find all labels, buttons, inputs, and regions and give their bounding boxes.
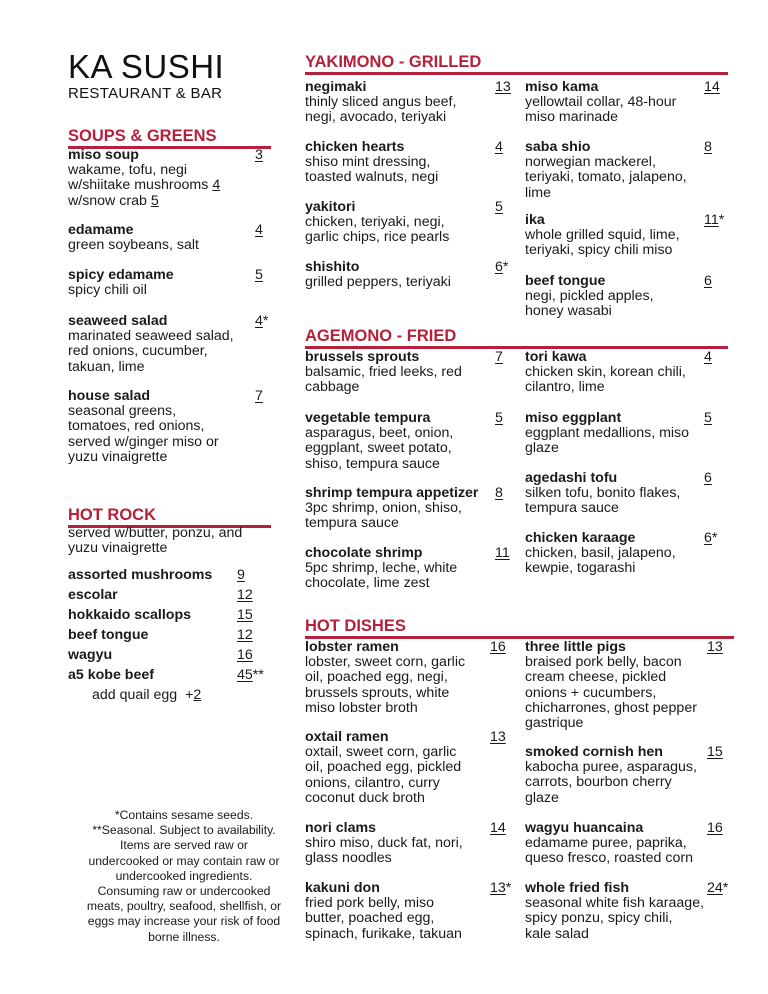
section-title: YAKIMONO - GRILLED bbox=[305, 53, 482, 71]
section-agemono bbox=[305, 327, 728, 349]
item-addon: w/snow crab 5 bbox=[68, 192, 159, 209]
menu-item-miso-soup bbox=[68, 148, 220, 209]
section-yakimono bbox=[305, 53, 728, 75]
item-price: 5 bbox=[255, 267, 263, 283]
menu-item: lobster ramen lobster, sweet corn, garlic oil, poached egg, negi, brussels sprouts, white miso lobster broth bbox=[305, 639, 466, 716]
restaurant-subtitle: RESTAURANT & BAR bbox=[68, 85, 223, 102]
item-price: 13 bbox=[495, 79, 511, 95]
menu-item: agedashi tofu silken tofu, bonito flakes, tempura sauce bbox=[525, 470, 681, 517]
hot-rock-item-name: beef tongue bbox=[68, 627, 149, 643]
menu-item-spicy-edamame: spicy edamame spicy chili oil bbox=[68, 267, 174, 299]
menu-item-edamame: edamame green soybeans, salt bbox=[68, 222, 199, 254]
section-title: HOT ROCK bbox=[68, 506, 156, 524]
brand-name-ka: KA bbox=[68, 48, 112, 85]
item-price: 3 bbox=[255, 147, 263, 163]
item-price: 15 bbox=[707, 744, 723, 760]
brand-block bbox=[68, 50, 224, 102]
menu-item: yakitori chicken, teriyaki, negi, garlic chips, rice pearls bbox=[305, 199, 450, 246]
menu-item-house-salad: house salad seasonal greens, tomatoes, red onions, served w/ginger miso or yuzu vinaigrette bbox=[68, 388, 219, 465]
hot-rock-item-name: assorted mushrooms bbox=[68, 567, 213, 583]
item-desc: wakame, tofu, negi bbox=[68, 162, 188, 179]
hot-rock-addon: add quail egg +2 bbox=[92, 687, 202, 703]
hot-rock-item-price: 9 bbox=[237, 567, 245, 583]
menu-item: ika whole grilled squid, lime, teriyaki, spicy chili miso bbox=[525, 212, 680, 259]
section-title: SOUPS & GREENS bbox=[68, 127, 217, 145]
item-price: 7 bbox=[495, 349, 503, 365]
restaurant-name bbox=[68, 50, 224, 84]
item-addon: w/shiitake mushrooms 4 bbox=[68, 177, 221, 194]
menu-item: brussels sprouts balsamic, fried leeks, red cabbage bbox=[305, 349, 462, 396]
hot-rock-item-price: 12 bbox=[237, 627, 253, 643]
menu-item: tori kawa chicken skin, korean chili, cilantro, lime bbox=[525, 349, 686, 396]
menu-item: negimaki thinly sliced angus beef, negi, avocado, teriyaki bbox=[305, 79, 457, 126]
menu-item: vegetable tempura asparagus, beet, onion, eggplant, sweet potato, shiso, tempura sauce bbox=[305, 410, 454, 472]
menu-item: miso eggplant eggplant medallions, miso glaze bbox=[525, 410, 690, 457]
item-price: 13 bbox=[707, 639, 723, 655]
menu-item: chicken karaage chicken, basil, jalapeno, kewpie, togarashi bbox=[525, 530, 676, 577]
item-price: 8 bbox=[704, 139, 712, 155]
menu-item: saba shio norwegian mackerel, teriyaki, tomato, jalapeno, lime bbox=[525, 139, 687, 201]
hot-rock-item-price: 12 bbox=[237, 587, 253, 603]
section-soups-greens bbox=[68, 127, 271, 149]
item-price: 6* bbox=[704, 530, 718, 546]
hot-rock-desc: served w/butter, ponzu, and yuzu vinaigrette bbox=[68, 525, 243, 557]
menu-item: chicken hearts shiso mint dressing, toasted walnuts, negi bbox=[305, 139, 439, 186]
menu-item: smoked cornish hen kabocha puree, asparagus, carrots, bourbon cherry glaze bbox=[525, 744, 697, 806]
menu-item: shishito grilled peppers, teriyaki bbox=[305, 259, 451, 291]
item-price: 14 bbox=[704, 79, 720, 95]
item-name: miso soup bbox=[68, 147, 139, 163]
item-price: 16 bbox=[490, 639, 506, 655]
item-price: 7 bbox=[255, 388, 263, 404]
menu-item: beef tongue negi, pickled apples, honey wasabi bbox=[525, 273, 654, 320]
item-price: 5 bbox=[704, 410, 712, 426]
item-price: 4 bbox=[704, 349, 712, 365]
item-price: 6 bbox=[704, 470, 712, 486]
menu-item: shrimp tempura appetizer 3pc shrimp, onion, shiso, tempura sauce bbox=[305, 485, 479, 532]
section-hot-dishes bbox=[305, 617, 734, 639]
item-price: 4 bbox=[255, 222, 263, 238]
item-price: 24* bbox=[707, 880, 729, 896]
item-price: 8 bbox=[495, 485, 503, 501]
menu-item: wagyu huancaina edamame puree, paprika, queso fresco, roasted corn bbox=[525, 820, 693, 867]
section-title: AGEMONO - FRIED bbox=[305, 327, 457, 345]
allergen-footnote: *Contains sesame seeds. **Seasonal. Subject to availability. Items are served raw or undercooked or may contain raw or undercooked ingredients. Consuming raw or undercooked meats, poultry, seafood, shellfish, or eggs may increase your risk of food borne illness. bbox=[86, 808, 282, 944]
menu-item: miso kama yellowtail collar, 48-hour miso marinade bbox=[525, 79, 677, 126]
menu-item: whole fried fish seasonal white fish karaage, spicy ponzu, spicy chili, kale salad bbox=[525, 880, 705, 942]
hot-rock-item-name: wagyu bbox=[68, 647, 113, 663]
hot-rock-item-name: a5 kobe beef bbox=[68, 667, 154, 683]
item-price: 13* bbox=[490, 880, 512, 896]
item-price: 5 bbox=[495, 410, 503, 426]
item-price: 11* bbox=[704, 212, 725, 228]
menu-item: nori clams shiro miso, duck fat, nori, glass noodles bbox=[305, 820, 463, 867]
section-title: HOT DISHES bbox=[305, 617, 406, 635]
item-price: 13 bbox=[490, 729, 506, 745]
menu-item-seaweed-salad: seaweed salad marinated seaweed salad, red onions, cucumber, takuan, lime bbox=[68, 313, 234, 375]
menu-item: oxtail ramen oxtail, sweet corn, garlic oil, poached egg, pickled onions, cilantro, curry coconut duck broth bbox=[305, 729, 462, 806]
hot-rock-item-price: 45** bbox=[237, 667, 264, 683]
menu-item: kakuni don fried pork belly, miso butter, poached egg, spinach, furikake, takuan bbox=[305, 880, 462, 942]
item-price: 4* bbox=[255, 313, 269, 329]
item-price: 6* bbox=[495, 259, 509, 275]
item-price: 6 bbox=[704, 273, 712, 289]
section-rule bbox=[305, 72, 728, 75]
item-price: 4 bbox=[495, 139, 503, 155]
hot-rock-item-name: hokkaido scallops bbox=[68, 607, 191, 623]
brand-name-sushi: SUSHI bbox=[120, 48, 225, 85]
hot-rock-item-price: 16 bbox=[237, 647, 253, 663]
item-price: 14 bbox=[490, 820, 506, 836]
hot-rock-item-name: escolar bbox=[68, 587, 118, 603]
hot-rock-item-price: 15 bbox=[237, 607, 253, 623]
item-price: 11 bbox=[495, 545, 510, 561]
item-price: 5 bbox=[495, 199, 503, 215]
item-price: 16 bbox=[707, 820, 723, 836]
menu-item: three little pigs braised pork belly, bacon cream cheese, pickled onions + cucumbers, chicharrones, ghost pepper gastrique bbox=[525, 639, 697, 732]
menu-item: chocolate shrimp 5pc shrimp, leche, white chocolate, lime zest bbox=[305, 545, 458, 592]
